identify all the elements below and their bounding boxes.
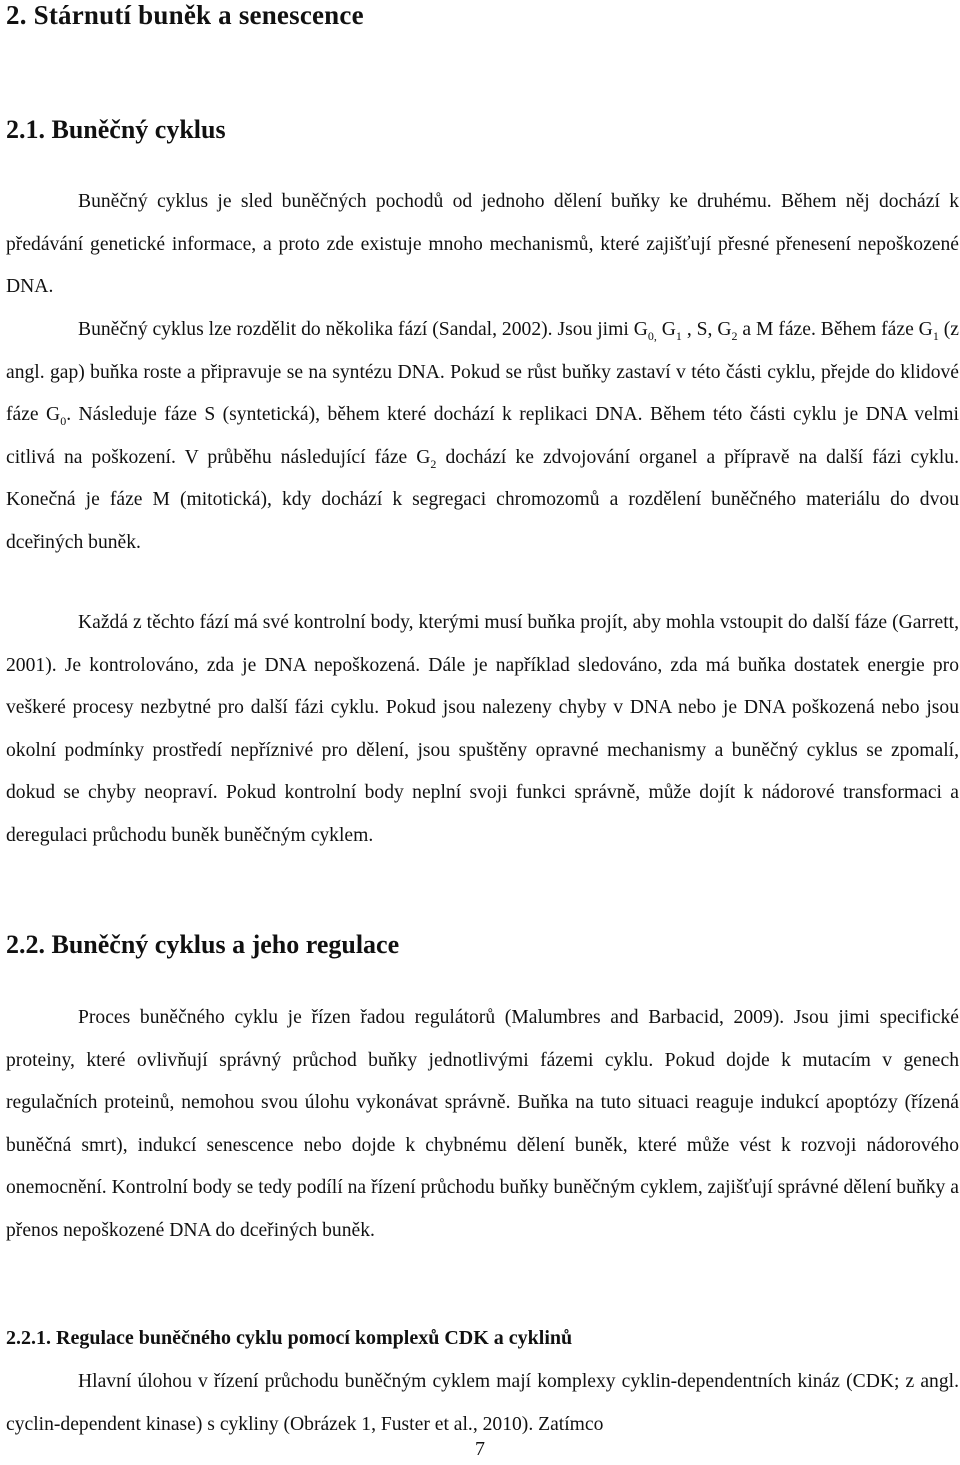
paragraph-cell-cycle-regulation: Proces buněčného cyklu je řízen řadou regulátorů (Malumbres and Barbacid, 2009). Jsou jimi specifické proteiny, které ovlivňují správný průchod buňky jednotlivými fázemi cyklu. Pokud dojde k mutacím v genech regulačních proteinů, nemohou svou úlohu vykonávat správně. Buňka na tuto situaci reaguje indukcí apoptózy (řízená buněčná smrt), indukcí senescence nebo dojde k chybnému dělení buněk, které může vést k rozvoji nádorového onemocnění. Kontrolní body se tedy podílí na řízení průchodu buňky buněčným cyklem, zajišťují správné dělení buňky a přenos nepoškozené DNA do dceřiných buněk. <box>6 1007 959 1241</box>
paragraph-cell-cycle-intro: Buněčný cyklus je sled buněčných pochodů od jednoho dělení buňky ke druhému. Během něj dochází k předávání genetické informace, a proto zde existuje mnoho mechanismů, které zajišťují přesné přenesení nepoškozené DNA. <box>6 191 959 297</box>
paragraph-cell-cycle-phases: Buněčný cyklus lze rozdělit do několika fází (Sandal, 2002). Jsou jimi $G_{0,}$ $G_1$ , S, $G_2$ a M fáze. Během fáze $G_1$ (z angl. gap) buňka roste a připravuje se na syntézu DNA. Pokud se růst buňky zastaví v této části cyklu, přejde do klidové fáze $G_0$. Následuje fáze S (syntetická), během které dochází k replikaci DNA. Během této části cyklu je DNA velmi citlivá na poškození. V průběhu následující fáze $G_2$ dochází ke zdvojování organel a přípravě na další fázi cyklu. Konečná je fáze M (mitotická), kdy dochází k segregaci chromozomů a rozdělení buněčného materiálu do dvou dceřiných buněk. <box>6 319 959 553</box>
chapter-heading: 2. Stárnutí buněk a senescence <box>6 0 364 30</box>
paragraph-checkpoints: Každá z těchto fází má své kontrolní body, kterými musí buňka projít, aby mohla vstoupit do další fáze (Garrett, 2001). Je kontrolováno, zda je DNA nepoškozená. Dále je například sledováno, zda má buňka dostatek energie pro veškeré procesy nezbytné pro další fázi cyklu. Pokud jsou nalezeny chyby v DNA nebo je DNA poškozená nebo jsou okolní podmínky prostředí nepříznivé pro dělení, jsou spuštěny opravné mechanismy a buněčný cyklus se zpomalí, dokud se chyby neopraví. Pokud kontrolní body neplní svoji funkci správně, může dojít k nádorové transformaci a deregulaci průchodu buněk buněčným cyklem. <box>6 612 959 846</box>
section-heading-2-1: 2.1. Buněčný cyklus <box>6 115 226 144</box>
page-number: 7 <box>475 1438 485 1460</box>
section-heading-2-2: 2.2. Buněčný cyklus a jeho regulace <box>6 930 400 959</box>
paragraph-cdk-cyclins: Hlavní úlohou v řízení průchodu buněčným cyklem mají komplexy cyklin-dependentních kináz (CDK; z angl. cyclin-dependent kinase) s cykliny (Obrázek 1, Fuster et al., 2010). Zatímco <box>6 1371 959 1435</box>
section-heading-2-2-1: 2.2.1. Regulace buněčného cyklu pomocí komplexů CDK a cyklinů <box>6 1327 573 1349</box>
